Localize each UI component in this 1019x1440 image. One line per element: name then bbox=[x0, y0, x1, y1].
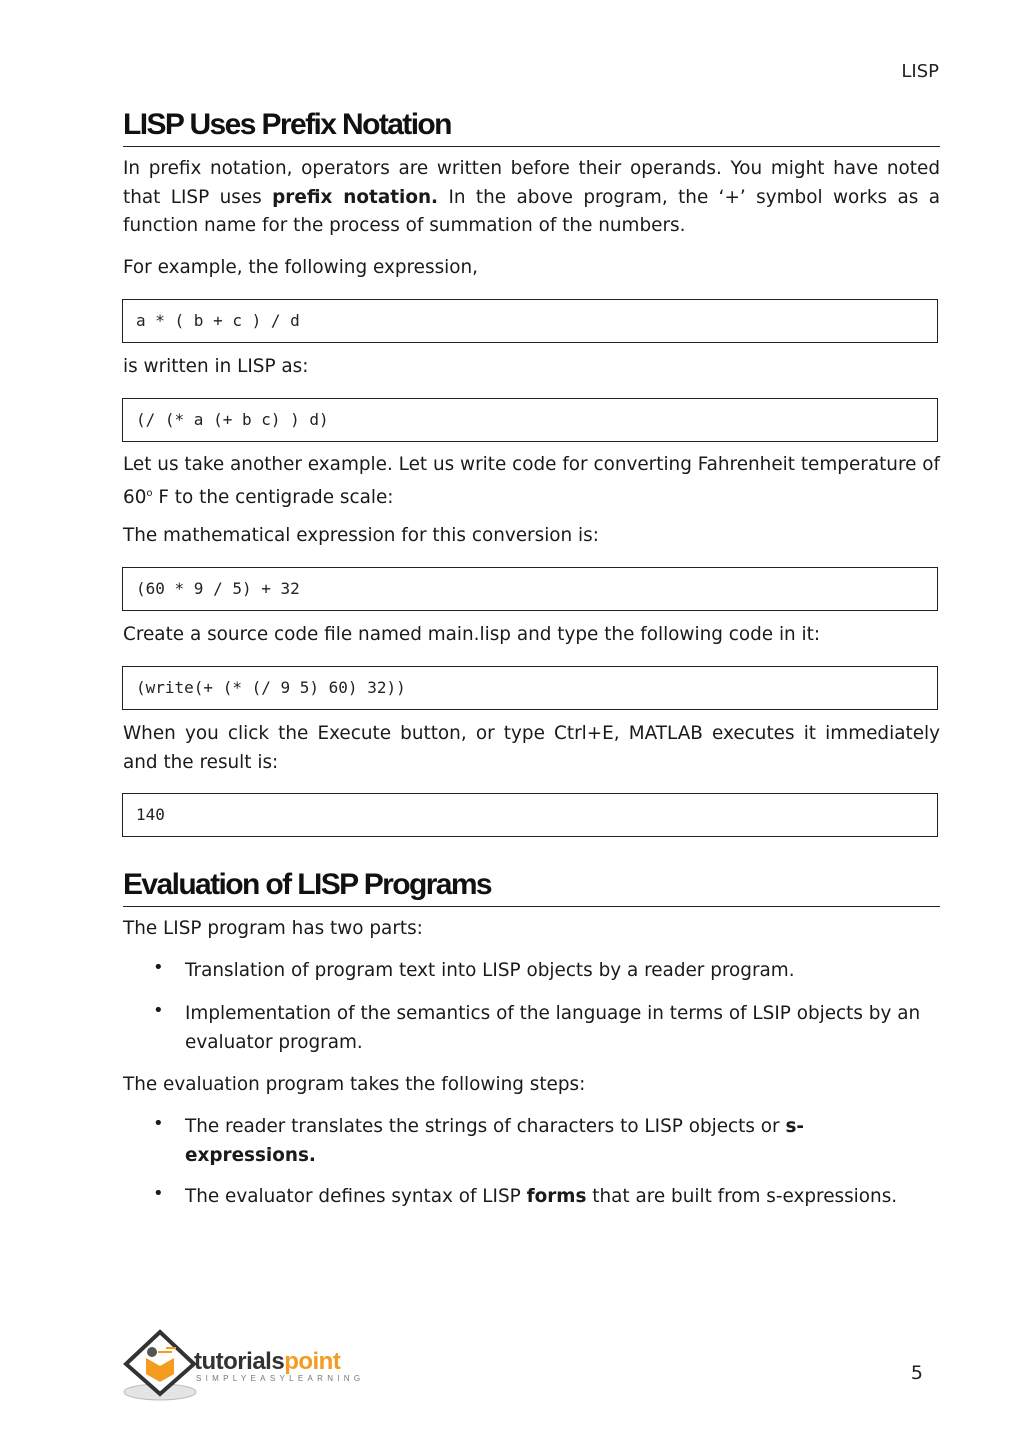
paragraph-written-in-lisp: is written in LISP as: bbox=[123, 356, 309, 377]
paragraph-execute-result: When you click the Execute button, or type Ctrl+E, MATLAB executes it immediately and the result is: bbox=[123, 723, 940, 773]
text-run: F to the centigrade scale: bbox=[152, 486, 394, 508]
list-item bbox=[185, 1113, 825, 1170]
bullet-icon: • bbox=[153, 957, 164, 978]
text-run: The reader translates the strings of characters to LISP objects or bbox=[185, 1116, 786, 1137]
degree-superscript: o bbox=[146, 487, 153, 499]
text-run: In the above program, the ‘+’ symbol works as a function name for the process of summation of the numbers. bbox=[123, 186, 941, 236]
bold-term: prefix notation. bbox=[272, 186, 439, 208]
list-item: Translation of program text into LISP objects by a reader program. bbox=[185, 960, 795, 981]
text-run: In prefix notation, operators are written before their operands. You might have noted that LISP uses bbox=[123, 158, 940, 208]
logo-tagline: SIMPLYEASYLEARNING bbox=[196, 1374, 365, 1383]
bold-term: forms bbox=[526, 1186, 587, 1207]
paragraph-example-intro: For example, the following expression, bbox=[123, 257, 479, 278]
bullet-icon: • bbox=[153, 1113, 164, 1134]
bold-term: s-expressions. bbox=[185, 1116, 805, 1166]
logo-word-point: point bbox=[284, 1348, 341, 1375]
code-block-main-lisp: (write(+ (* (/ 9 5) 60) 32)) bbox=[122, 666, 938, 710]
tutorialspoint-logo bbox=[122, 1328, 372, 1404]
paragraph-math-expression: The mathematical expression for this conversion is: bbox=[123, 525, 599, 546]
bullet-icon: • bbox=[153, 1183, 164, 1204]
logo-wordmark bbox=[194, 1348, 340, 1376]
code-block-result: 140 bbox=[122, 793, 938, 837]
paragraph-prefix-intro bbox=[123, 155, 940, 241]
code-block-infix-expression: a * ( b + c ) / d bbox=[122, 299, 938, 343]
paragraph-two-parts: The LISP program has two parts: bbox=[123, 918, 423, 939]
paragraph-another-example bbox=[123, 451, 940, 512]
paragraph-create-source: Create a source code file named main.lisp and type the following code in it: bbox=[123, 624, 821, 645]
paragraph-evaluation-steps: The evaluation program takes the following steps: bbox=[123, 1074, 586, 1095]
page-number: 5 bbox=[910, 1362, 923, 1384]
section-heading-prefix-notation: LISP Uses Prefix Notation bbox=[123, 108, 940, 147]
text-run: The evaluator defines syntax of LISP bbox=[185, 1186, 527, 1207]
code-block-conversion-formula: (60 * 9 / 5) + 32 bbox=[122, 567, 938, 611]
text-run: Let us take another example. Let us write code for converting Fahrenheit temperature of 60 bbox=[123, 454, 940, 508]
text-run: that are built from s-expressions. bbox=[586, 1186, 898, 1207]
section-heading-evaluation: Evaluation of LISP Programs bbox=[123, 868, 940, 907]
logo-word-tutorials: tutorials bbox=[194, 1348, 285, 1375]
list-item bbox=[185, 1183, 941, 1212]
running-header-title: LISP bbox=[901, 61, 939, 82]
code-block-prefix-expression: (/ (* a (+ b c) ) d) bbox=[122, 398, 938, 442]
logo-diamond-icon bbox=[122, 1328, 202, 1404]
bullet-icon: • bbox=[153, 1000, 164, 1021]
list-item: Implementation of the semantics of the language in terms of LSIP objects by an evaluator program. bbox=[185, 1003, 921, 1053]
